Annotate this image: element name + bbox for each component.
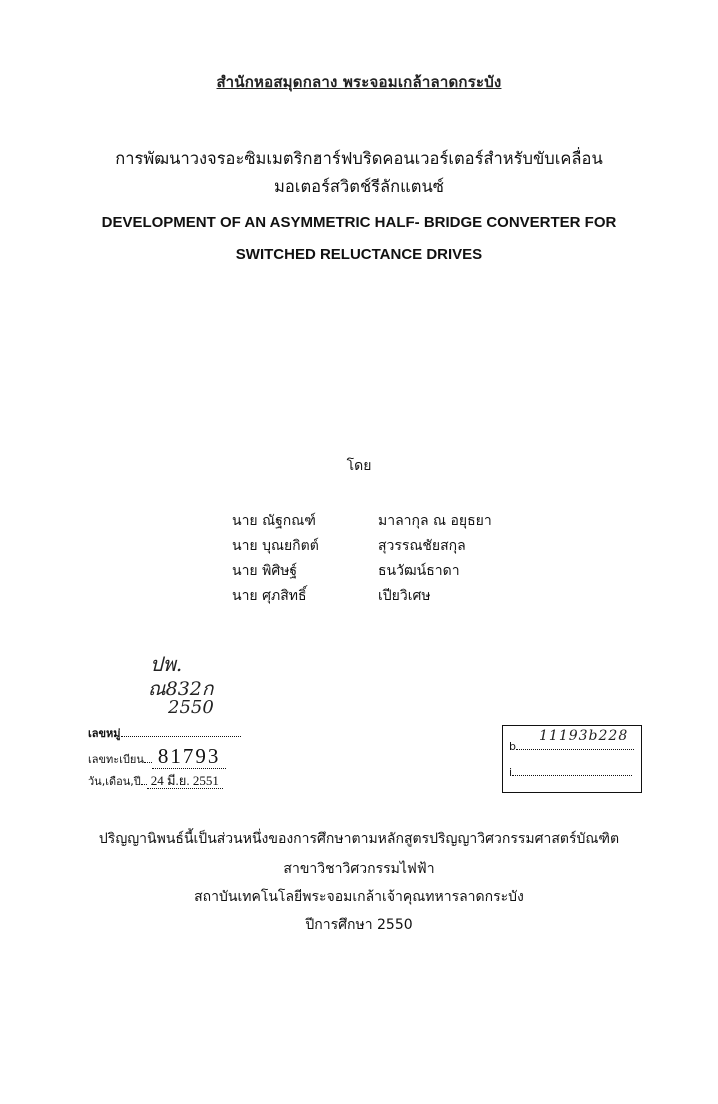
registry-call-label: เลขหมู่ [88, 727, 121, 740]
institute-line: สถาบันเทคโนโลยีพระจอมเกล้าเจ้าคุณทหารลาดกระบัง [194, 889, 524, 905]
barcode-box-stamp [502, 725, 642, 793]
box-i-label: i [509, 766, 513, 779]
box-b-label: b [509, 740, 516, 753]
author-row [232, 510, 532, 534]
registry-date-value: 24 มี.ย. 2551 [147, 773, 223, 789]
author-first-name: นาย บุณยกิตต์ [232, 538, 319, 554]
registry-number-label: เลขทะเบียน [88, 753, 144, 766]
department-line: สาขาวิชาวิศวกรรมไฟฟ้า [283, 861, 435, 877]
author-first-name: นาย ณัฐกณฑ์ [232, 513, 316, 529]
author-row [232, 535, 532, 559]
author-row [232, 585, 532, 609]
author-last-name: สุวรรณชัยสกุล [378, 538, 466, 554]
registry-call-row [88, 724, 241, 742]
registry-number-value: 81793 [152, 744, 227, 769]
author-first-name: นาย ศุภสิทธิ์ [232, 588, 307, 604]
registry-number-row [88, 744, 226, 769]
handwritten-call-line2: ณ832ก [148, 678, 214, 700]
registry-date-row [88, 770, 223, 791]
handwritten-call-line1: ปพ. [150, 652, 183, 676]
academic-year-line: ปีการศึกษา 2550 [305, 917, 413, 933]
degree-statement: ปริญญานิพนธ์นี้เป็นส่วนหนึ่งของการศึกษาตามหลักสูตรปริญญาวิศวกรรมศาสตร์บัณฑิต [98, 831, 620, 847]
author-last-name: มาลากุล ณ อยุธยา [378, 513, 492, 529]
box-b-value: 11193b228 [539, 728, 629, 744]
handwritten-call-line3: 2550 [168, 697, 214, 718]
author-last-name: เปียวิเศษ [378, 588, 431, 604]
library-stamp: สำนักหอสมุดกลาง พระจอมเกล้าลาดกระบัง [216, 73, 502, 91]
author-last-name: ธนวัฒน์ธาดา [378, 563, 460, 579]
by-label: โดย [346, 458, 372, 474]
registry-date-label: วัน,เดือน,ปี [88, 775, 141, 788]
author-row [232, 560, 532, 584]
author-first-name: นาย พิศิษฐ์ [232, 563, 298, 579]
thesis-title-th-line1: การพัฒนาวงจรอะซิมเมตริกฮาร์ฟบริดคอนเวอร์เตอร์สำหรับขับเคลื่อน [115, 149, 603, 168]
thesis-title-th-line2: มอเตอร์สวิตช์รีลักแตนซ์ [274, 177, 444, 196]
box-i-row [509, 766, 632, 779]
thesis-title-en-line1: DEVELOPMENT OF AN ASYMMETRIC HALF- BRIDGE CONVERTER FOR [101, 214, 617, 231]
thesis-title-en-line2: SWITCHED RELUCTANCE DRIVES [235, 246, 483, 263]
